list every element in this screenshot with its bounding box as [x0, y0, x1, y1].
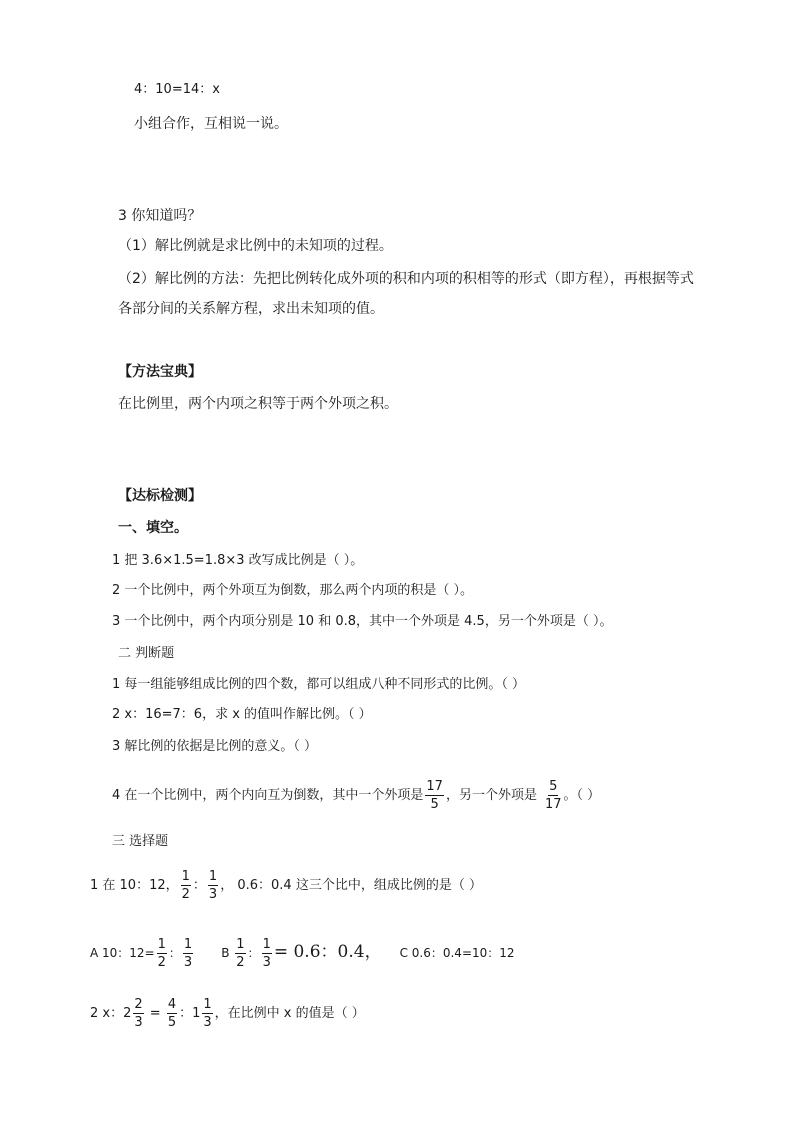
- knowledge-title: 3 你知道吗？: [118, 208, 202, 224]
- ratio-colon: ：: [192, 878, 206, 893]
- judge-q4-text-b: ，另一个外项是: [445, 788, 537, 803]
- fraction-4-5: $\frac{4}{5}$: [167, 996, 177, 1030]
- choice-question-2: 2 x：2 $\frac{2}{3}$ = $\frac{4}{5}$ ：1 $\frac{1}{3}$ ，在比例中 x 的值是（ ）: [90, 996, 365, 1030]
- judge-heading: 二 判断题: [118, 646, 175, 661]
- option-c: C 0.6：0.4=10：12: [399, 946, 515, 960]
- choice-options-row: [90, 934, 515, 971]
- fraction-1-3: $\frac{1}{3}$: [262, 936, 271, 970]
- choice-heading: 三 选择题: [112, 834, 169, 849]
- judge-q4-text-c: 。（ ）: [563, 788, 601, 803]
- fraction-17-5: $\frac{17}{5}$: [426, 778, 443, 812]
- fill-question-3: 3 一个比例中，两个内项分别是 10 和 0.8，其中一个外项是 4.5，另一个外项是（ ）。: [112, 614, 613, 629]
- judge-question-3: 3 解比例的依据是比例的意义。（ ）: [112, 739, 318, 754]
- knowledge-point-2-line1: （2）解比例的方法：先把比例转化成外项的积和内项的积相等的形式（即方程），再根据等式: [118, 271, 694, 287]
- fill-heading: 一、填空。: [118, 520, 188, 536]
- fraction-1-3: $\frac{1}{3}$: [203, 996, 212, 1030]
- choice-q2-text-a: 2 x：2: [90, 1006, 132, 1021]
- fraction-1-2: $\frac{1}{2}$: [181, 868, 190, 902]
- fraction-1-3: $\frac{1}{3}$: [208, 868, 218, 902]
- choice-question-1: [90, 868, 482, 904]
- judge-question-4: [112, 778, 600, 814]
- choice-q1-text-a: 1 在 10：12，: [90, 878, 179, 893]
- fraction-5-17: $\frac{5}{17}$: [544, 778, 562, 812]
- option-b: B $\frac{1}{2}$ ： $\frac{1}{3}$ = 0.6：0.4，: [221, 936, 382, 970]
- choice-q1-text-b: ， 0.6：0.4 这三个比中，组成比例的是（ ）: [220, 878, 482, 893]
- method-heading: 【方法宝典】: [118, 364, 202, 380]
- fraction-1-2: $\frac{1}{2}$: [236, 936, 245, 970]
- knowledge-point-1: （1）解比例就是求比例中的未知项的过程。: [118, 238, 393, 254]
- fill-question-2: 2 一个比例中，两个外项互为倒数，那么两个内项的积是（ ）。: [112, 583, 474, 598]
- judge-question-1: 1 每一组能够组成比例的四个数，都可以组成八种不同形式的比例。（ ）: [112, 677, 526, 692]
- group-prompt: 小组合作，互相说一说。: [134, 116, 288, 132]
- option-a: A 10：12= $\frac{1}{2}$ ： $\frac{1}{3}$: [90, 936, 193, 970]
- fill-question-1: 1 把 3.6×1.5=1.8×3 改写成比例是（ ）。: [112, 553, 364, 568]
- judge-q4-text-a: 4 在一个比例中，两个内向互为倒数，其中一个外项是: [112, 788, 424, 803]
- test-heading: 【达标检测】: [118, 488, 202, 504]
- method-text: 在比例里，两个内项之积等于两个外项之积。: [118, 396, 398, 412]
- equation-line: 4：10=14：x: [134, 82, 220, 97]
- fraction-2-3: $\frac{2}{3}$: [134, 996, 143, 1030]
- judge-question-2: 2 x：16=7：6，求 x 的值叫作解比例。（ ）: [112, 707, 372, 722]
- knowledge-point-2-line2: 各部分间的关系解方程，求出未知项的值。: [118, 301, 384, 317]
- choice-q2-text-b: ，在比例中 x 的值是（ ）: [214, 1006, 365, 1021]
- fraction-1-2: $\frac{1}{2}$: [157, 936, 166, 970]
- fraction-1-3: $\frac{1}{3}$: [183, 936, 193, 970]
